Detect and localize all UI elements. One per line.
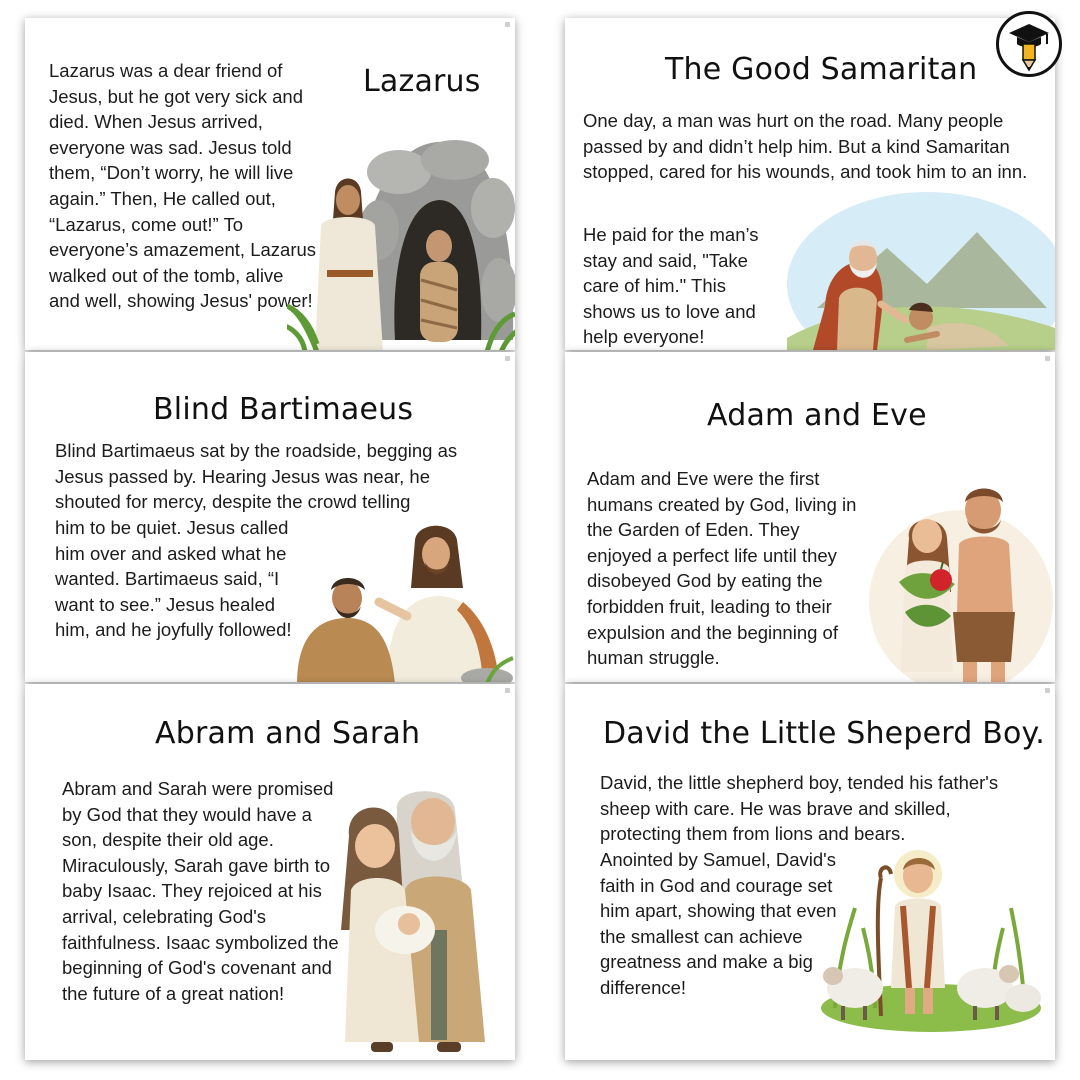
corner-marker (505, 22, 510, 27)
card-title: David the Little Sheperd Boy. (603, 716, 1045, 751)
brand-logo (996, 11, 1062, 77)
corner-marker (1045, 688, 1050, 693)
jesus-healing-blind-man-illustration (287, 518, 515, 682)
card-title: Blind Bartimaeus (153, 392, 414, 427)
story-card-lazarus (25, 18, 515, 350)
samaritan-helping-man-illustration (777, 188, 1055, 350)
card-text-continued: him to be quiet. Jesus called him over and asked what he wanted. Bartimaeus said, “I want to see.” Jesus healed him, and he joyfully followed! (55, 517, 292, 641)
card-text: Blind Bartimaeus sat by the roadside, begging as Jesus passed by. Hearing Jesus was near, he shouted for mercy, despite the crowd telling (55, 440, 458, 513)
card-text: Abram and Sarah were promised by God that they would have a son, despite their old age. Miraculously, Sarah gave birth to baby Isaac. They rejoiced at his arrival, celebrating God's faithfulness. Isaac symbolized the beginning of God's covenant and the future of a great nation! (62, 778, 339, 1004)
story-card-blind-bartimaeus (25, 352, 515, 682)
card-title: Adam and Eve (707, 398, 927, 433)
card-text: Adam and Eve were the first humans created by God, living in the Garden of Eden. They enjoyed a perfect life until they disobeyed God by eating the forbidden fruit, leading to their expulsion and the beginning of human struggle. (587, 468, 857, 669)
card-text: David, the little shepherd boy, tended his father's sheep with care. He was brave and skilled, protecting them from lions and bears. (600, 772, 999, 845)
card-title: Abram and Sarah (155, 716, 421, 751)
card-text: One day, a man was hurt on the road. Many people passed by and didn’t help him. But a kind Samaritan stopped, cared for his wounds, and took him to an inn. (583, 110, 1028, 183)
adam-and-eve-illustration (855, 482, 1055, 682)
corner-marker (505, 688, 510, 693)
graduation-cap-pencil-icon (999, 14, 1059, 74)
corner-marker (1045, 356, 1050, 361)
jesus-at-tomb-illustration (287, 130, 515, 350)
story-card-adam-and-eve (565, 352, 1055, 682)
card-title: The Good Samaritan (665, 52, 978, 87)
card-title: Lazarus (363, 64, 481, 99)
story-card-abram-and-sarah (25, 684, 515, 1060)
corner-marker (505, 356, 510, 361)
david-with-sheep-illustration (815, 848, 1045, 1040)
abram-sarah-baby-illustration (335, 780, 515, 1058)
card-text: Lazarus was a dear friend of Jesus, but he got very sick and died. When Jesus arrived, everyone was sad. Jesus told them, “Don’t worry, he will live again.” Then, He called out, “Lazarus, come out!” To everyone’s amazement, Lazarus walked out of the tomb, alive and well, showing Jesus' power! (49, 60, 317, 312)
story-card-david-shepherd-boy (565, 684, 1055, 1060)
story-card-good-samaritan (565, 18, 1055, 350)
card-text-continued: He paid for the man’s stay and said, "Take care of him." This shows us to love and help everyone! (583, 224, 759, 348)
card-text-continued: Anointed by Samuel, David's faith in God and courage set him apart, showing that even the smallest can achieve greatness and make a big difference! (600, 849, 837, 998)
